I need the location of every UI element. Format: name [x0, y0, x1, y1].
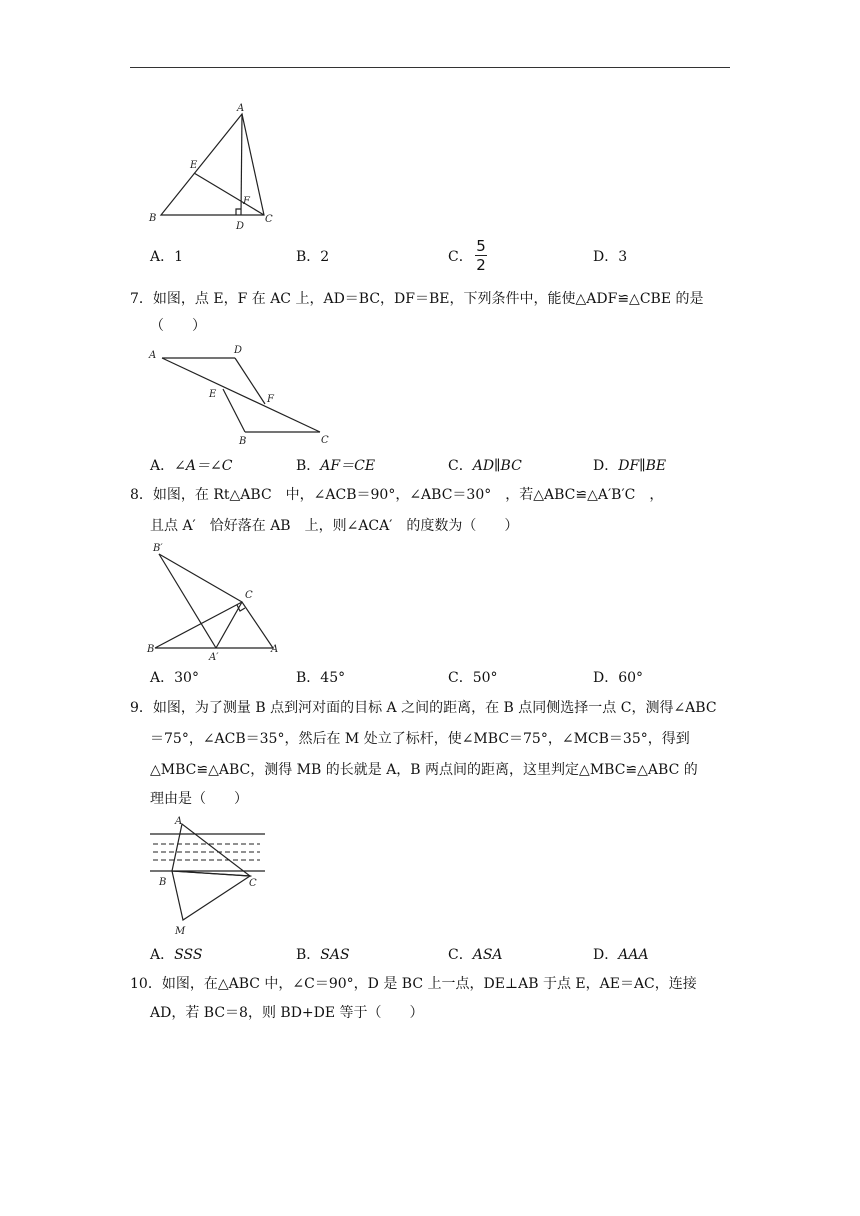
q8-segment-b-prime-c: [159, 554, 242, 602]
q6-option-b[interactable]: B．2: [296, 249, 330, 265]
q9-label-c: C: [249, 878, 257, 889]
q9-option-a[interactable]: A．SSS: [150, 947, 203, 963]
q7-label-b: B: [239, 436, 247, 447]
q7-option-a[interactable]: A．∠A＝∠C: [150, 458, 233, 474]
q6-option-d[interactable]: D．3: [593, 249, 628, 265]
q7-figure: [145, 340, 345, 450]
q8-label-c: C: [245, 590, 253, 601]
q7-label-c: C: [321, 435, 329, 446]
q6-label-b: B: [149, 213, 157, 224]
q7-option-b[interactable]: B．AF＝CE: [296, 458, 376, 474]
q9-stem-line-1: 9．如图，为了测量 B 点到河对面的目标 A 之间的距离，在 B 点同侧选择一点 C，测得∠ABC: [130, 700, 717, 716]
q7-option-c[interactable]: C．AD∥BC: [448, 458, 522, 474]
q8-label-b: B: [147, 644, 155, 655]
q8-option-d[interactable]: D．60°: [593, 670, 644, 686]
q6-label-a: A: [237, 103, 245, 114]
q6-label-d: D: [236, 221, 245, 232]
q6-label-e: E: [190, 160, 198, 171]
q10-stem-line-2: AD，若 BC＝8，则 BD+DE 等于（ ）: [150, 1005, 424, 1021]
q6-altitude-ad: [241, 114, 242, 215]
q6-segment-ec: [194, 173, 264, 215]
q9-figure: [145, 810, 270, 940]
q8-option-b[interactable]: B．45°: [296, 670, 346, 686]
q9-stem-line-2: ＝75°，∠ACB＝35°，然后在 M 处立了标杆，使∠MBC＝75°，∠MCB＝35°，得到: [150, 731, 690, 747]
q6-figure: [145, 100, 285, 235]
q7-stem-line-2: （ ）: [150, 318, 206, 334]
q8-stem-line-2: 且点 A′ 恰好落在 AB 上，则∠ACA′ 的度数为（ ）: [150, 518, 519, 534]
q8-option-a[interactable]: A．30°: [150, 670, 199, 686]
q9-label-m: M: [175, 926, 186, 937]
q8-segment-b-prime-a-prime: [159, 554, 216, 648]
q7-label-e: E: [209, 389, 217, 400]
q8-option-c[interactable]: C．50°: [448, 670, 498, 686]
q9-triangle-mbc: [172, 871, 250, 920]
q9-stem-line-4: 理由是（ ）: [150, 791, 248, 807]
q9-triangle-abc: [172, 824, 250, 876]
q8-figure: [145, 540, 295, 665]
q7-segment-ac: [162, 358, 320, 432]
q7-segment-df: [235, 358, 265, 404]
q7-label-f: F: [267, 394, 274, 405]
q6-option-a[interactable]: A．1: [150, 249, 184, 265]
q8-label-a: A: [271, 644, 279, 655]
q8-triangle-abc: [155, 602, 273, 648]
q7-label-d: D: [234, 345, 243, 356]
q7-option-d[interactable]: D．DF∥BE: [593, 458, 667, 474]
q9-label-b: B: [159, 877, 167, 888]
q6-right-angle-mark: [236, 209, 241, 215]
q8-stem-line-1: 8．如图，在 Rt△ABC 中，∠ACB＝90°，∠ABC＝30° ，若△ABC≌△A′B′C ，: [130, 487, 664, 503]
q9-option-d[interactable]: D．AAA: [593, 947, 649, 963]
q8-label-b-prime: B′: [153, 543, 163, 554]
q7-label-a: A: [149, 350, 157, 361]
q9-option-b[interactable]: B．SAS: [296, 947, 350, 963]
q10-stem-line-1: 10．如图，在△ABC 中，∠C＝90°，D 是 BC 上一点，DE⊥AB 于点 E，AE＝AC，连接: [130, 976, 697, 992]
q8-right-angle-mark: [237, 605, 245, 611]
q9-stem-line-3: △MBC≌△ABC，测得 MB 的长就是 A，B 两点间的距离，这里判定△MBC≌△ABC 的: [150, 762, 698, 778]
q6-label-c: C: [265, 214, 273, 225]
q7-stem-line-1: 7．如图，点 E，F 在 AC 上，AD＝BC，DF＝BE，下列条件中，能使△ADF≌△CBE 的是: [130, 291, 704, 307]
q9-option-c[interactable]: C．ASA: [448, 947, 503, 963]
header-rule: [130, 67, 730, 68]
q9-label-a: A: [175, 816, 183, 827]
q6-label-f: F: [243, 196, 250, 207]
q8-label-a-prime: A′: [209, 652, 219, 663]
q6-option-c[interactable]: C．: [448, 249, 473, 265]
